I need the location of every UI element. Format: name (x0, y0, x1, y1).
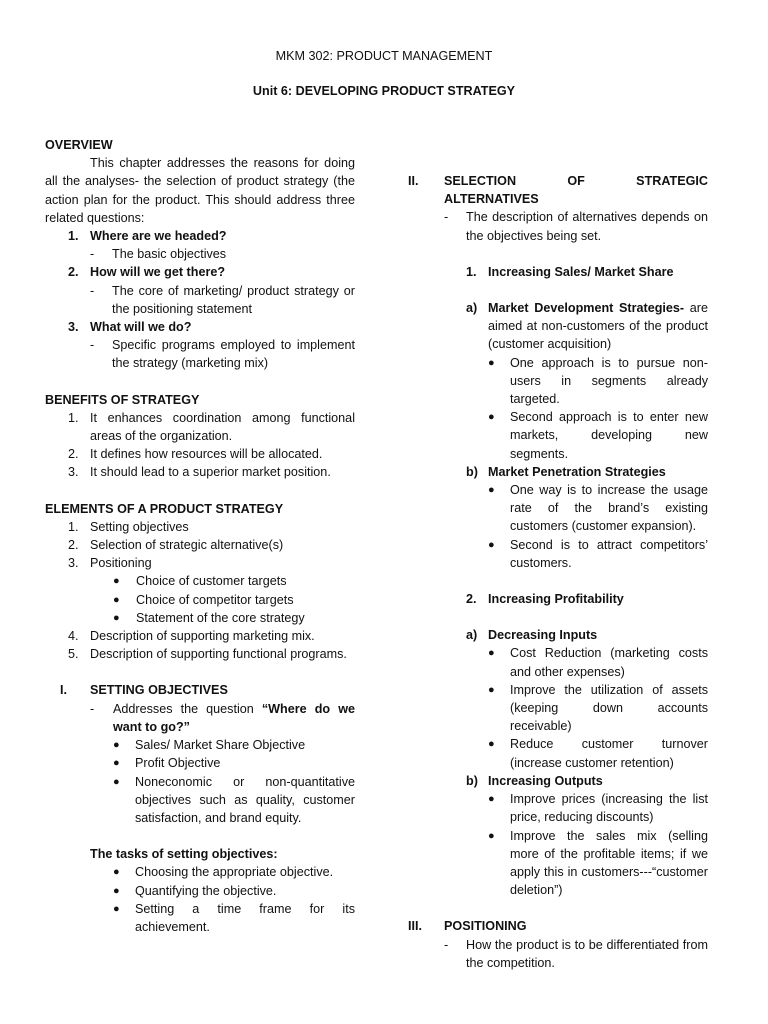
strategy-bullet: ● One approach is to pursue non-users in segments already targeted. (488, 355, 708, 407)
section-i-heading: I. SETTING OBJECTIVES (60, 683, 228, 698)
task-item: ● Setting a time frame for its achievement. (113, 901, 355, 934)
question-item: 1. Where are we headed? (68, 229, 227, 244)
strategy-item: a) Decreasing Inputs (466, 628, 598, 643)
benefit-item: 2. It defines how resources will be allocated. (68, 447, 323, 462)
elements-heading: ELEMENTS OF A PRODUCT STRATEGY (45, 501, 284, 516)
sub-heading: 1. Increasing Sales/ Market Share (466, 264, 674, 279)
strategy-bullet: ● Cost Reduction (marketing costs and other expenses) (488, 646, 708, 679)
overview-paragraph: This chapter addresses the reasons for doing all the analyses- the selection of product strategy (the action plan for the product. This should address three related questions: (45, 156, 355, 225)
element-item: 4. Description of supporting marketing mix. (68, 629, 315, 644)
section-ii-heading: II. SELECTION OF STRATEGIC ALTERNATIVES (408, 174, 708, 207)
element-item: 3. Positioning (68, 556, 152, 571)
course-title: MKM 302: PRODUCT MANAGEMENT (275, 49, 493, 63)
task-item: ● Choosing the appropriate objective. (113, 865, 334, 880)
positioning-sub-item: ● Choice of competitor targets (113, 592, 294, 607)
left-column (45, 136, 355, 936)
benefit-item: 1. It enhances coordination among functional areas of the organization. (68, 410, 355, 444)
question-item: 2. How will we get there? (68, 265, 226, 280)
question-item: 3. What will we do? (68, 320, 192, 335)
strategy-bullet: ● Improve the utilization of assets (keeping down accounts receivable) (488, 682, 708, 734)
unit-title: Unit 6: DEVELOPING PRODUCT STRATEGY (252, 84, 516, 98)
element-item: 5. Description of supporting functional programs. (68, 647, 347, 662)
question-answer: - The basic objectives (90, 247, 227, 262)
selection-intro: - The description of alternatives depends on the objectives being set. (444, 210, 708, 243)
element-item: 1. Setting objectives (68, 519, 189, 534)
strategy-item: b) Market Penetration Strategies (466, 464, 666, 479)
section-iii-heading: III. POSITIONING (408, 919, 527, 934)
objective-item: ● Sales/ Market Share Objective (113, 738, 306, 753)
strategy-bullet: ● One way is to increase the usage rate of the brand’s existing customers (customer expansion). (488, 483, 708, 534)
sub-heading: 2. Increasing Profitability (466, 592, 624, 607)
objective-item: ● Noneconomic or non-quantitative objectives such as quality, customer satisfaction, and brand equity. (113, 774, 355, 825)
overview-heading: OVERVIEW (45, 138, 113, 152)
strategy-bullet: ● Improve the sales mix (selling more of the profitable items; if we apply this in customers---“customer deletion”) (488, 828, 708, 898)
tasks-heading: The tasks of setting objectives: (90, 847, 278, 862)
element-item: 2. Selection of strategic alternative(s) (68, 538, 284, 553)
positioning-sub-item: ● Statement of the core strategy (113, 610, 305, 625)
right-column (408, 136, 708, 972)
question-answer: - The core of marketing/ product strategy or the positioning statement (90, 283, 355, 316)
strategy-bullet: ● Reduce customer turnover (increase customer retention) (488, 737, 708, 770)
positioning-intro: - How the product is to be differentiated from the competition. (444, 937, 708, 970)
strategy-bullet: ● Second is to attract competitors’ customers. (488, 537, 708, 570)
question-answer: - Specific programs employed to implement the strategy (marketing mix) (90, 338, 355, 371)
positioning-sub-item: ● Choice of customer targets (113, 574, 287, 589)
setting-intro: - Addresses the question “Where do we want to go?” (90, 701, 356, 734)
task-item: ● Quantifying the objective. (113, 883, 277, 898)
strategy-item: a) Market Development Strategies- are aimed at non-customers of the product (customer acquisition) (466, 301, 708, 352)
objective-item: ● Profit Objective (113, 756, 221, 771)
strategy-bullet: ● Improve prices (increasing the list price, reducing discounts) (488, 792, 708, 825)
benefits-heading: BENEFITS OF STRATEGY (45, 392, 200, 407)
strategy-item: b) Increasing Outputs (466, 773, 603, 788)
benefit-item: 3. It should lead to a superior market position. (68, 465, 331, 480)
strategy-bullet: ● Second approach is to enter new markets, developing new segments. (488, 410, 708, 461)
